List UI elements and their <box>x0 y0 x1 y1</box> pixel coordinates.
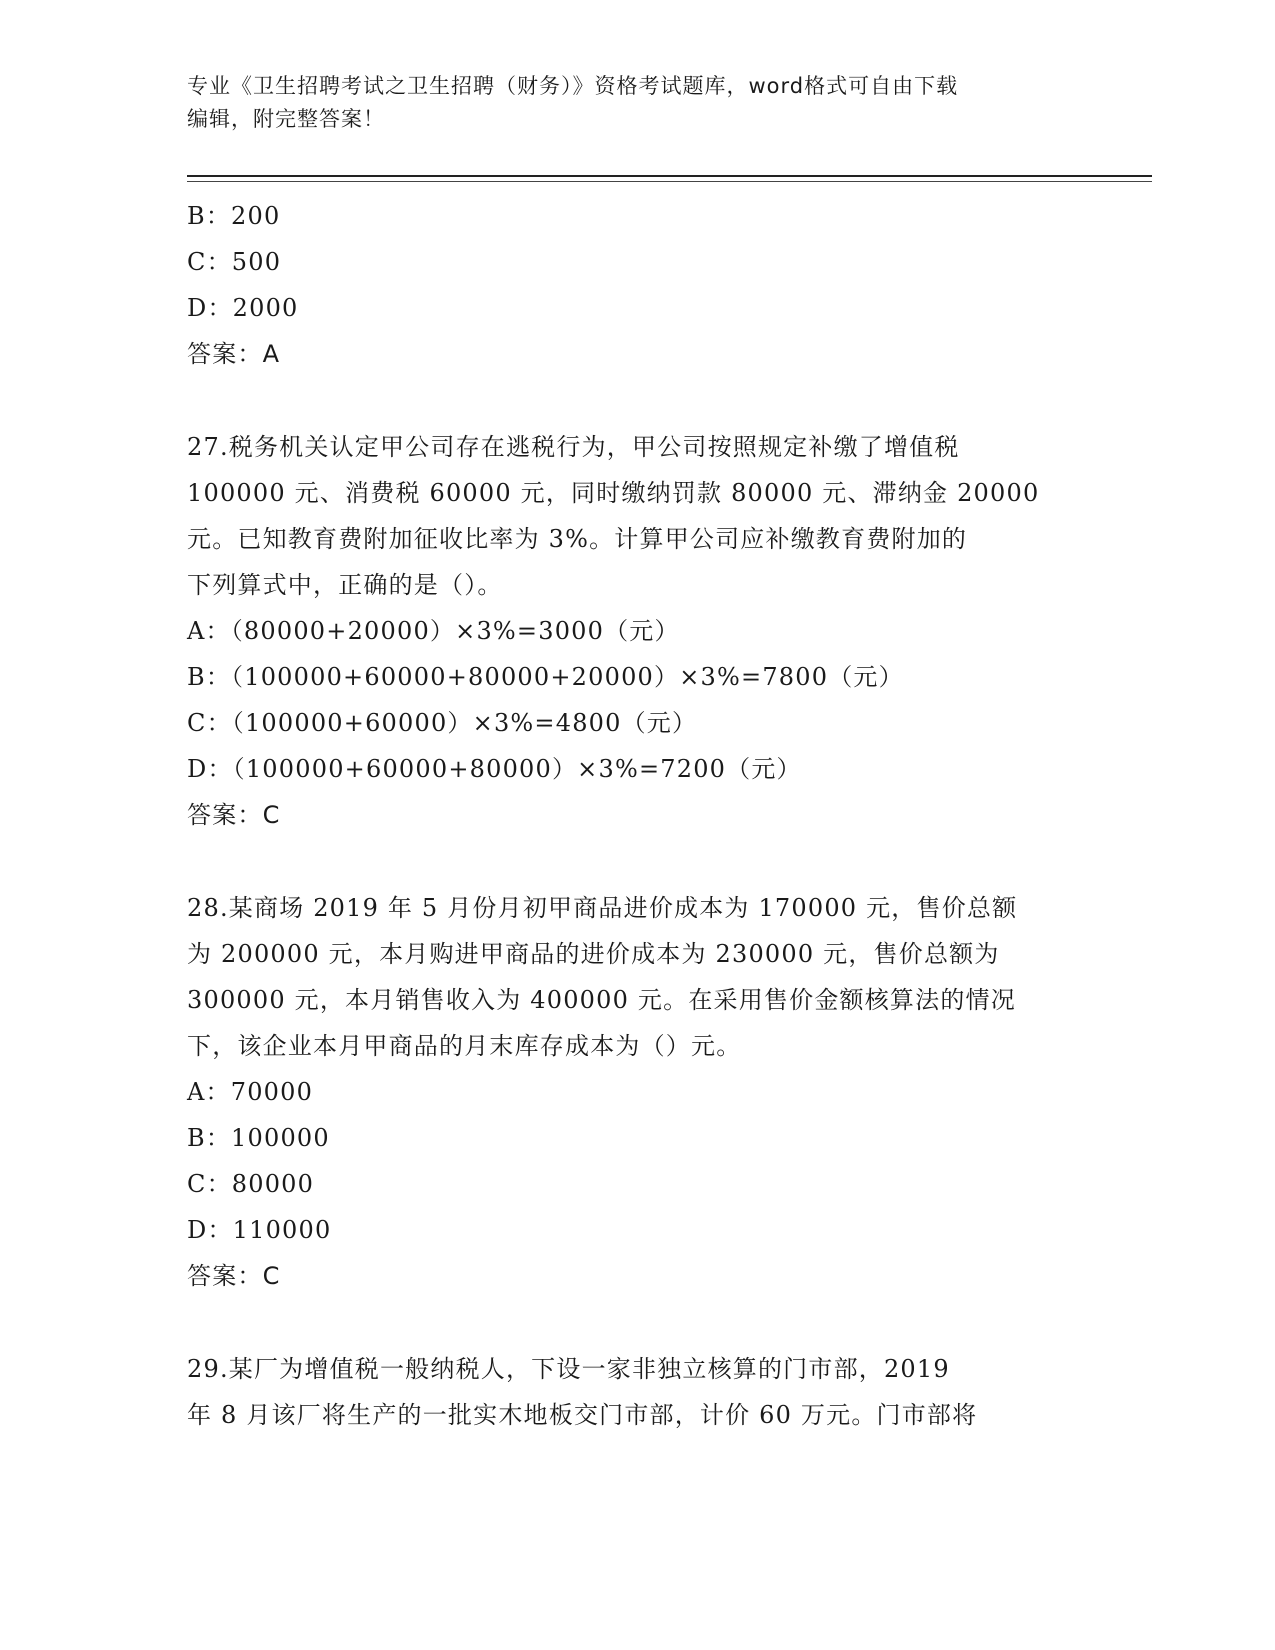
option-c: C：80000 <box>187 1170 315 1198</box>
option-b: B：（100000+60000+80000+20000）×3%=7800（元） <box>187 663 904 691</box>
question-fragment <box>187 193 1087 377</box>
header-divider-thick <box>187 175 1152 177</box>
question-28 <box>187 885 1087 1299</box>
question-text-line: 年 8 月该厂将生产的一批实木地板交门市部，计价 60 万元。门市部将 <box>187 1401 978 1429</box>
question-text-line: 29.某厂为增值税一般纳税人，下设一家非独立核算的门市部，2019 <box>187 1355 950 1383</box>
option-b: B：100000 <box>187 1124 330 1152</box>
question-27 <box>187 424 1087 838</box>
option-d: D：2000 <box>187 294 299 322</box>
question-text-line: 100000 元、消费税 60000 元，同时缴纳罚款 80000 元、滞纳金 20000 <box>187 479 1040 507</box>
question-text-line: 27.税务机关认定甲公司存在逃税行为，甲公司按照规定补缴了增值税 <box>187 433 960 461</box>
option-c: C：500 <box>187 248 282 276</box>
question-text-line: 下列算式中，正确的是（）。 <box>187 571 503 599</box>
option-c: C：（100000+60000）×3%=4800（元） <box>187 709 698 737</box>
answer-line: 答案：A <box>187 340 281 368</box>
header-divider-thin <box>187 181 1152 182</box>
header-line-1: 专业《卫生招聘考试之卫生招聘（财务）》资格考试题库，word格式可自由下载 <box>187 74 959 98</box>
question-text-line: 300000 元，本月销售收入为 400000 元。在采用售价金额核算法的情况 <box>187 986 1016 1014</box>
answer-line: 答案：C <box>187 1262 281 1290</box>
question-text-line: 为 200000 元，本月购进甲商品的进价成本为 230000 元，售价总额为 <box>187 940 1000 968</box>
option-a: A：（80000+20000）×3%=3000（元） <box>187 617 680 645</box>
option-b: B：200 <box>187 202 281 230</box>
option-d: D：110000 <box>187 1216 332 1244</box>
header-line-2: 编辑，附完整答案！ <box>187 107 385 131</box>
option-d: D：（100000+60000+80000）×3%=7200（元） <box>187 755 802 783</box>
question-29 <box>187 1346 1087 1438</box>
answer-line: 答案：C <box>187 801 281 829</box>
question-text-line: 元。已知教育费附加征收比率为 3%。计算甲公司应补缴教育费附加的 <box>187 525 968 553</box>
question-text-line: 28.某商场 2019 年 5 月份月初甲商品进价成本为 170000 元，售价总额 <box>187 894 1018 922</box>
question-text-line: 下，该企业本月甲商品的月末库存成本为（）元。 <box>187 1032 742 1060</box>
page-header <box>187 70 1087 136</box>
option-a: A：70000 <box>187 1078 314 1106</box>
document-body <box>187 193 1087 1438</box>
